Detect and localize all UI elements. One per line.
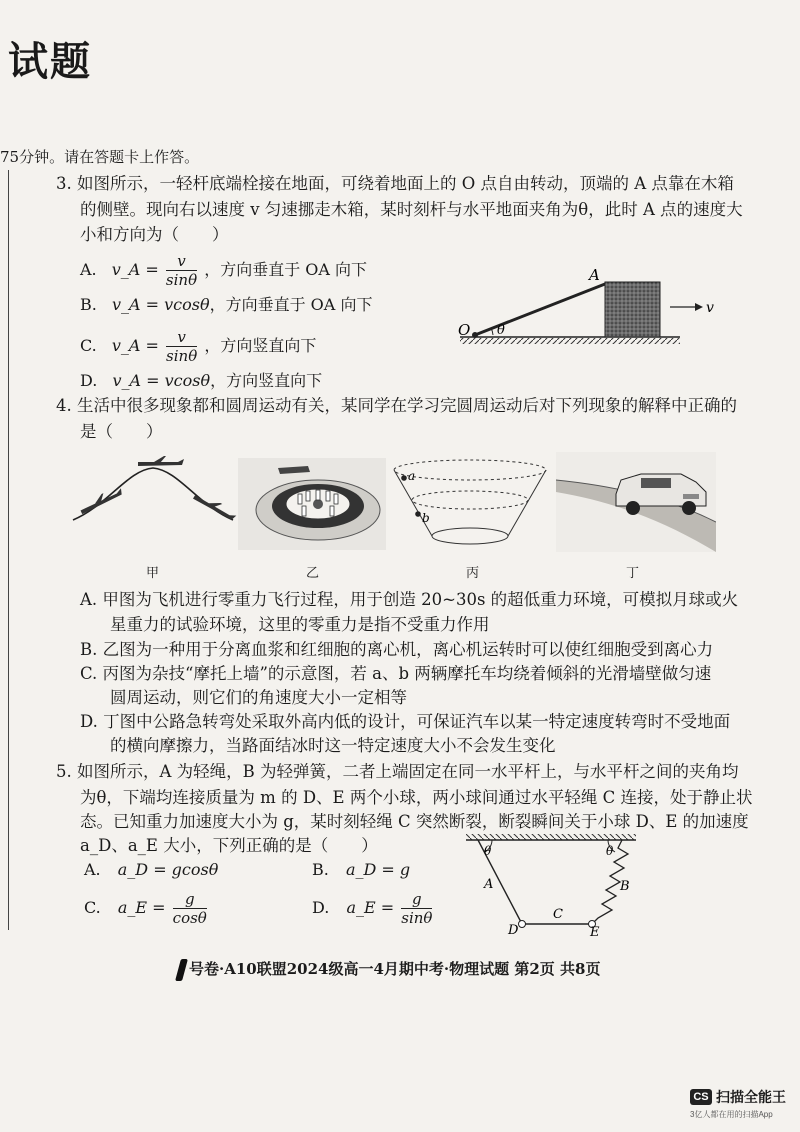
bottom-circle	[432, 528, 508, 544]
q5-stem-line4: a_D、a_E 大小，下列正确的是（ ）	[80, 836, 378, 855]
instruction-text: 75分钟。请在答题卡上作答。	[0, 148, 200, 166]
q3-stem-line3: 小和方向为（ ）	[80, 225, 229, 244]
label-v: v	[706, 300, 714, 316]
label-d: D	[508, 923, 519, 938]
q3-option-d: D. v_A = vcosθ，方向竖直向下	[80, 371, 323, 390]
page-footer	[178, 958, 600, 981]
fig-yi-centrifuge	[238, 458, 386, 550]
label-a: A	[589, 266, 600, 284]
q4-option-c-line1: C. 丙图为杂技“摩托上墙”的示意图，若 a、b 两辆摩托车均绕着倾斜的光滑墙壁做匀速	[80, 664, 712, 683]
top-rim	[394, 460, 546, 480]
wooden-box	[605, 282, 660, 337]
arrow-head	[695, 303, 703, 311]
q5-rope-spring-figure	[458, 832, 648, 938]
formula-lhs: v_A =	[111, 260, 159, 279]
q4-stem-line1: 4. 生活中很多现象都和圆周运动有关，某同学在学习完圆周运动后对下列现象的解释中正确的	[56, 396, 737, 415]
q4-option-c-line2: 圆周运动，则它们的角速度大小一定相等	[110, 688, 407, 707]
label-e: E	[590, 925, 600, 938]
label-b: B	[620, 879, 630, 894]
q4-option-d-line1: D. 丁图中公路急转弯处采取外高内低的设计，可保证汽车以某一特定速度转弯时不受地面	[80, 712, 731, 731]
fig-bing-motorcycle-wall	[386, 456, 554, 552]
q3-rod-box-figure	[455, 262, 725, 357]
label-theta: θ	[497, 323, 505, 338]
q5-option-a: A. a_D = gcosθ	[84, 860, 219, 879]
page-title: 试题	[8, 38, 92, 85]
middle-circle	[412, 491, 528, 509]
camscanner-logo-icon: CS	[690, 1089, 712, 1105]
caption-jia: 甲	[146, 566, 160, 581]
q5-stem-line1: 5. 如图所示，A 为轻绳，B 为轻弹簧，二者上端固定在同一水平杆上，与水平杆之间的夹角均	[56, 762, 739, 781]
label-o: O	[458, 321, 471, 339]
label-a: a	[408, 469, 416, 483]
fraction: $\frac{v}{\sin\theta}$	[165, 252, 198, 289]
option-label: A.	[80, 260, 97, 279]
ceiling-hatch	[466, 834, 636, 840]
q3-option-a	[80, 252, 367, 289]
q5-option-b: B. a_D = g	[312, 860, 411, 879]
fig-ding-banked-road	[556, 452, 716, 552]
airplane-icon	[138, 456, 184, 466]
q4-option-a-line2: 星重力的试验环境，这里的零重力是指不受重力作用	[110, 615, 490, 634]
label-b: b	[422, 511, 430, 525]
label-theta-left: θ	[484, 844, 492, 858]
q4-option-a-line1: A. 甲图为飞机进行零重力飞行过程，用于创造 20~30s 的超低重力环境，可模拟月球或火	[80, 590, 739, 609]
fraction: $\frac{g}{\cos\theta}$	[172, 890, 207, 927]
rider-b	[415, 511, 421, 517]
q3-stem-line1: 3. 如图所示，一轻杆底端栓接在地面，可绕着地面上的 O 点自由转动，顶端的 A 点靠在木箱	[56, 174, 734, 193]
light-rod	[475, 284, 605, 335]
q4-stem-line2: 是（ ）	[80, 422, 163, 441]
ball-d	[519, 921, 526, 928]
q5-stem-line3: 态。已知重力加速度大小为 g，某时刻轻绳 C 突然断裂，断裂瞬间关于小球 D、E 的加速度	[80, 812, 749, 831]
scanner-name: 扫描全能王	[716, 1089, 786, 1105]
scanner-badge	[690, 1087, 786, 1107]
q5-option-d: D. a_E = $\frac{g}{\sin\theta}$	[312, 890, 433, 927]
airplane-icon	[193, 490, 238, 522]
fraction: $\frac{v}{\sin\theta}$	[166, 328, 198, 365]
caption-yi: 乙	[306, 566, 320, 581]
q5-stem-line2: 为θ，下端均连接质量为 m 的 D、E 两个小球，两小球间通过水平轻绳 C 连接，处于静止状	[80, 788, 753, 807]
rider-a	[401, 475, 407, 481]
fig-jia-parabolic-flight	[68, 450, 238, 550]
q4-option-b: B. 乙图为一种用于分离血浆和红细胞的离心机，离心机运转时可以使红细胞受到离心力	[80, 640, 714, 659]
q5-option-c: C. a_E = $\frac{g}{\cos\theta}$	[84, 890, 207, 927]
q3-stem-line2: 的侧壁。现向右以速度 v 匀速挪走木箱，某时刻杆与水平地面夹角为θ，此时 A 点的速度大	[80, 200, 743, 219]
caption-ding: 丁	[626, 566, 640, 581]
footer-text: 号卷·A10联盟2024级高一4月期中考·物理试题 第2页 共8页	[189, 960, 601, 978]
q3-option-c: C. v_A = $\frac{v}{\sin\theta}$ ，方向竖直向下	[80, 328, 317, 365]
option-text: ，方向垂直于 OA 向下	[204, 260, 368, 279]
caption-bing: 丙	[466, 566, 480, 581]
margin-rule	[8, 170, 9, 930]
fraction: $\frac{g}{\sin\theta}$	[401, 890, 433, 927]
ground-hatch	[460, 338, 680, 344]
label-c: C	[553, 907, 563, 922]
pivot-o	[472, 332, 478, 338]
label-theta-right: θ	[606, 844, 614, 858]
scanner-tagline: 3亿人都在用的扫描App	[690, 1110, 773, 1119]
q4-option-d-line2: 的横向摩擦力，当路面结冰时这一特定速度大小不会发生变化	[110, 736, 556, 755]
brand-logo-icon	[175, 959, 188, 981]
right-wall	[508, 470, 546, 536]
q3-option-b: B. v_A = vcosθ，方向垂直于 OA 向下	[80, 295, 373, 314]
label-a: A	[484, 877, 494, 892]
flight-path	[73, 468, 233, 520]
